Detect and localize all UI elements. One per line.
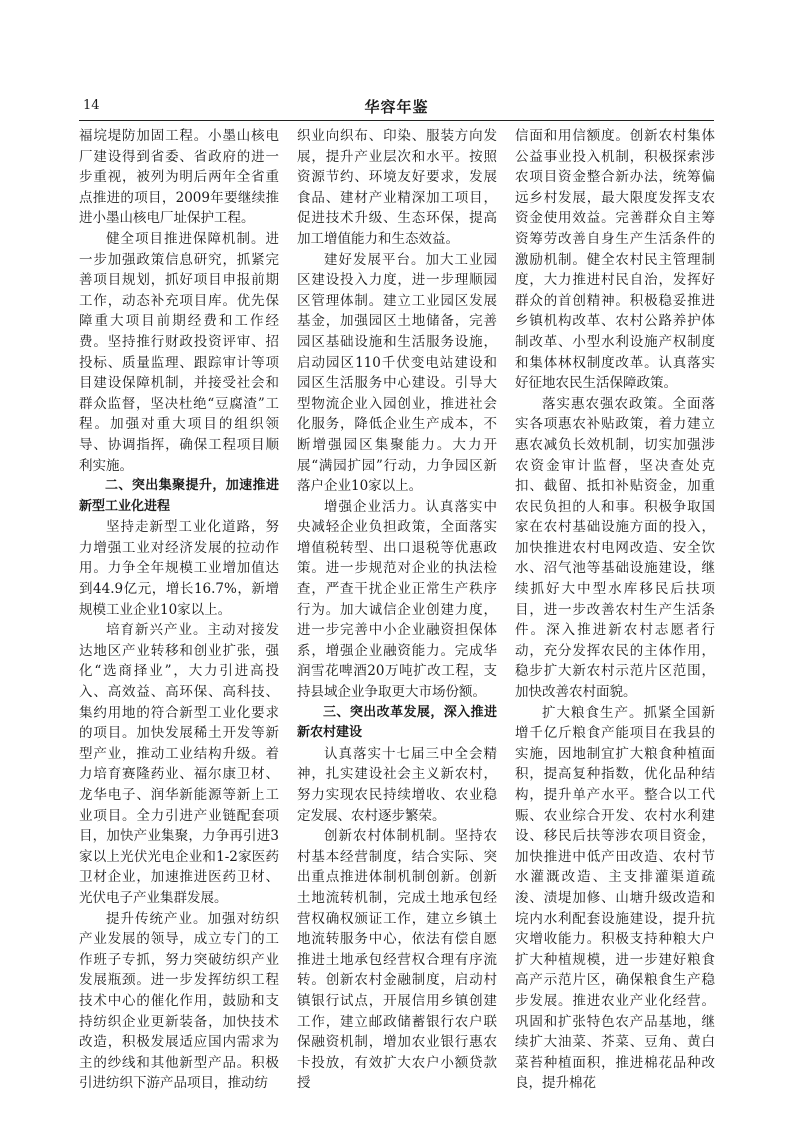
section-heading: 二、突出集聚提升，加速推进新型工业化进程 bbox=[79, 478, 279, 514]
paragraph: 认真落实十七届三中全会精神，扎实建设社会主义新农村，努力实现农民持续增收、农业稳定发展、农村逐步繁荣。 bbox=[297, 745, 497, 824]
paragraph: 落实惠农强农政策。全面落实各项惠农补贴政策，着力建立惠农减负长效机制，切实加强涉农资金审计监督，坚决查处克扣、截留、抵扣补贴资金，加重农民负担的人和事。积极争取国家在农村基础设施方面的投入，加快推进农村电网改造、安全饮水、沼气池等基础设施建设，继续抓好大中型水库移民后扶项目，进一步改善农村生产生活条件。深入推进新农村志愿者行动，充分发挥农民的主体作用，稳步扩大新农村示范片区范围，加快改善农村面貌。 bbox=[515, 395, 715, 701]
paragraph-continued: 织业向织布、印染、服装方向发展，提升产业层次和水平。按照资源节约、环境友好要求，发展食品、建材产业精深加工项目，促进技术升级、生态环保，提高加工增值能力和生态效益。 bbox=[297, 128, 497, 247]
column-3 bbox=[515, 126, 715, 1094]
column-2 bbox=[297, 126, 497, 1094]
text-columns bbox=[79, 126, 715, 1101]
paragraph: 创新农村体制机制。坚持农村基本经营制度，结合实际、突出重点推进体制机制创新。创新土地流转机制，完成土地承包经营权确权颁证工作，建立乡镇土地流转服务中心，依法有偿自愿推进土地承包经营权合理有序流转。创新农村金融制度，启动村镇银行试点，开展信用乡镇创建工作，建立邮政储蓄银行农户联保融资机制，增加农业银行惠农卡投放，有效扩大农户小额贷款授 bbox=[297, 828, 497, 1092]
paragraph: 坚持走新型工业化道路，努力增强工业对经济发展的拉动作用。力争全年规模工业增加值达到44.9亿元，增长16.7%，新增规模工业企业10家以上。 bbox=[79, 519, 279, 618]
paragraph: 培育新兴产业。主动对接发达地区产业转移和创业扩张，强化“选商择业”，大力引进高投入、高效益、高环保、高科技、集约用地的符合新型工业化要求的项目。加快发展稀土开发等新型产业，推动工业结构升级。着力培育赛隆药业、福尔康卫材、龙华电子、润华新能源等新上工业项目。全力引进产业链配套项目，加快产业集聚，力争再引进3家以上光伏光电企业和1-2家医药卫材企业，加速推进医药卫材、光伏电子产业集群发展。 bbox=[79, 622, 279, 906]
paragraph-continued: 信面和用信额度。创新农村集体公益事业投入机制，积极探索涉农项目资金整合新办法，统筹偏远乡村发展，最大限度发挥支农资金使用效益。完善群众自主筹资筹劳改善自身生产生活条件的激励机制。健全农村民主管理制度，大力推进村民自治，发挥好群众的首创精神。积极稳妥推进乡镇机构改革、农村公路养护体制改革、小型水利设施产权制度和集体林权制度改革。认真落实好征地农民生活保障政策。 bbox=[515, 128, 715, 392]
paragraph: 增强企业活力。认真落实中央减轻企业负担政策，全面落实增值税转型、出口退税等优惠政策。进一步规范对企业的执法检查，严查干扰企业正常生产秩序行为。加大诚信企业创建力度，进一步完善中小企业融资担保体系，增强企业融资能力。完成华润雪花啤酒20万吨扩改工程，支持县域企业争取更大市场份额。 bbox=[297, 498, 497, 701]
book-title: 华容年鉴 bbox=[364, 98, 429, 116]
column-1 bbox=[79, 126, 279, 1094]
page-header bbox=[79, 96, 714, 118]
paragraph: 建好发展平台。加大工业园区建设投入力度，进一步理顺园区管理体制。建立工业园区发展基金，加强园区土地储备，完善园区基础设施和生活服务设施，启动园区110千伏变电站建设和园区生活服务中心建设。引导大型物流企业入园创业，推进社会化服务，降低企业生产成本，不断增强园区集聚能力。大力开展“满园扩园”行动，力争园区新落户企业10家以上。 bbox=[297, 251, 497, 495]
page-number: 14 bbox=[83, 98, 100, 113]
section-heading: 三、突出改革发展，深入推进新农村建设 bbox=[297, 704, 497, 741]
header-rule bbox=[79, 120, 714, 121]
paragraph: 扩大粮食生产。抓紧全国新增千亿斤粮食产能项目在我县的实施，因地制宜扩大粮食种植面积，提高复种指数，优化品种结构，提升单产水平。整合以工代赈、农业综合开发、农村水利建设、移民后扶等涉农项目资金，加快推进中低产田改造、农村节水灌溉改造、主支排灌渠道疏浚、渍堤加修、山塘升级改造和垸内水利配套设施建设，提升抗灾增收能力。积极支持种粮大户扩大种植规模，进一步建好粮食高产示范片区，确保粮食生产稳步发展。推进农业产业化经营。巩固和扩张特色农产品基地，继续扩大油菜、芥菜、豆角、黄白菜苔种植面积，推进棉花品种改良，提升棉花 bbox=[515, 704, 715, 1092]
paragraph: 提升传统产业。加强对纺织产业发展的领导，成立专门的工作班子专抓，努力突破纺织产业发展瓶颈。进一步发挥纺织工程技术中心的催化作用，鼓励和支持纺织企业更新装备，加快技术改造，积极发展适应国内需求为主的纱线和其他新型产品。积极引进纺织下游产品项目，推动纺 bbox=[79, 910, 279, 1092]
paragraph: 健全项目推进保障机制。进一步加强政策信息研究，抓紧完善项目规划，抓好项目申报前期工作，动态补充项目库。优先保障重大项目前期经费和工作经费。坚持推行财政投资评审、招投标、质量监理、跟踪审计等项目建设保障机制，并接受社会和群众监督，坚决杜绝“豆腐渣”工程。加强对重大项目的组织领导、协调指挥，确保工程项目顺利实施。 bbox=[79, 230, 279, 474]
paragraph-continued: 福垸堤防加固工程。小墨山核电厂建设得到省委、省政府的进一步重视，被列为明后两年全省重点推进的项目，2009年要继续推进小墨山核电厂址保护工程。 bbox=[79, 128, 279, 227]
